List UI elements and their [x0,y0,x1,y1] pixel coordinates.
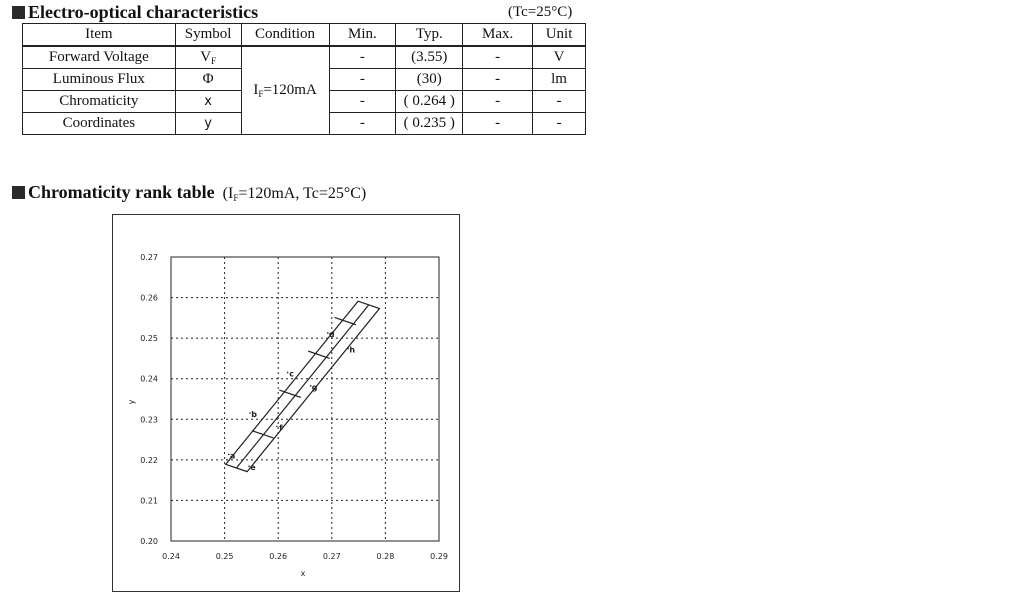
cell-unit: V [533,46,586,69]
cell-max: - [463,69,533,91]
square-bullet-icon [12,186,25,199]
cell-symbol: x [175,91,241,113]
x-tick-label: 0.25 [215,552,234,561]
cell-unit: - [533,91,586,113]
header-min: Min. [329,24,396,47]
header-unit: Unit [533,24,586,47]
section-title: Electro-optical characteristics [28,2,259,22]
cell-typ: ( 0.235 ) [396,113,463,135]
cell-item: Coordinates [23,113,176,135]
rank-divider-line [252,431,273,438]
header-max: Max. [463,24,533,47]
temperature-note: (Tc=25°C) [508,4,573,20]
x-axis-label: x [300,569,306,578]
cell-min: - [329,69,396,91]
y-tick-label: 0.20 [140,537,158,546]
header-typ: Typ. [396,24,463,47]
cell-typ: (30) [396,69,463,91]
rank-marker-dot [287,372,289,374]
y-tick-label: 0.21 [140,496,158,506]
electro-optical-table [22,23,586,135]
chromaticity-rank-chart [112,214,460,592]
cell-typ: ( 0.264 ) [396,91,463,113]
plot-area [171,257,439,541]
cell-symbol: Φ [175,69,241,91]
header-item: Item [23,24,176,47]
y-axis-label: y [127,399,136,405]
condition-main: I [253,82,259,98]
rank-label-a: a [229,451,236,461]
rank-divider-line [334,317,355,324]
y-tick-label: 0.27 [140,253,158,262]
symbol-main: V [200,49,212,65]
cell-max: - [463,91,533,113]
y-tick-label: 0.25 [140,334,158,344]
rank-label-d: d [328,330,335,340]
cell-symbol: y [175,113,241,135]
cell-condition [241,46,329,135]
rank-label-g: g [311,382,318,392]
cell-item: Chromaticity [23,91,176,113]
cell-item: Luminous Flux [23,69,176,91]
condition-rest: =120mA [263,82,317,98]
cell-unit: - [533,113,586,135]
rank-condition-rest: =120mA, Tc=25°C) [238,185,367,202]
symbol-sub: F [211,56,217,66]
x-tick-label: 0.27 [322,552,341,561]
x-tick-label: 0.29 [430,552,448,561]
rank-divider-line [236,305,368,468]
rank-label-c: c [289,369,294,379]
rank-condition-open: (I [222,185,234,202]
cell-item: Forward Voltage [23,46,176,69]
rank-condition [223,185,367,202]
x-tick-label: 0.24 [162,552,180,561]
cell-typ: (3.55) [396,46,463,69]
cell-min: - [329,113,396,135]
header-condition: Condition [241,24,329,47]
y-tick-label: 0.26 [140,293,158,303]
cell-symbol [175,46,241,69]
cell-unit: lm [533,69,586,91]
cell-max: - [463,46,533,69]
header-symbol: Symbol [175,24,241,47]
x-tick-label: 0.26 [269,552,288,561]
table-row [23,46,586,69]
section-title: Chromaticity rank table [28,182,215,202]
y-tick-label: 0.24 [140,374,158,384]
square-bullet-icon [12,6,25,19]
rank-divider-line [308,351,329,358]
rank-marker-dot [276,426,278,428]
cell-max: - [463,113,533,135]
rank-label-f: f [279,423,283,433]
cell-min: - [329,46,396,69]
section-heading-electro-optical [12,2,258,22]
section-heading-chromaticity [12,182,366,208]
y-tick-label: 0.23 [140,415,158,425]
rank-label-b: b [251,410,257,420]
cell-min: - [329,91,396,113]
rank-label-h: h [349,345,356,355]
rank-condition-sub: F [233,193,239,203]
rank-label-e: e [250,463,256,473]
table-header-row [23,24,586,47]
condition-sub: F [258,89,264,99]
y-tick-label: 0.22 [140,455,158,465]
x-tick-label: 0.28 [376,552,395,561]
